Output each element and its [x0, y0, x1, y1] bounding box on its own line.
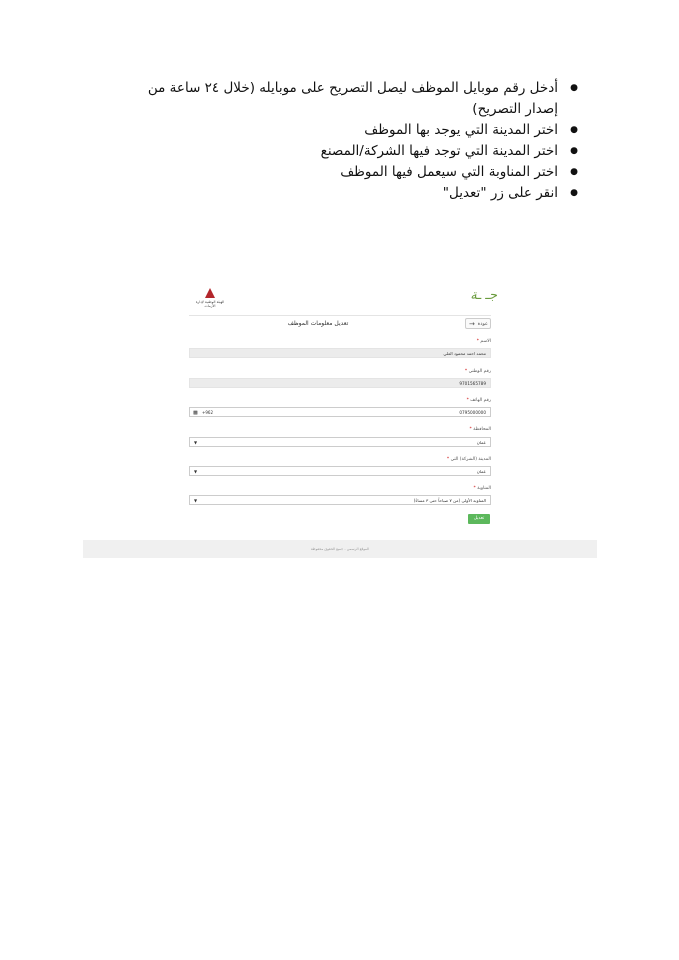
submit-edit-button[interactable]: تعديل	[468, 514, 490, 524]
phone-value: 0795000000	[459, 410, 486, 415]
phone-input[interactable]	[189, 407, 491, 417]
header-divider	[189, 315, 491, 316]
agency-logo	[193, 286, 227, 312]
arrow-right-icon: →	[469, 320, 475, 328]
chevron-down-icon: ▼	[194, 498, 198, 503]
instruction-item: ● أدخل رقم موبايل الموظف ليصل التصريح على موبايله (خلال ٢٤ ساعة من إصدار التصريح)	[128, 78, 580, 120]
shift-value: المناوبة الأولى (من ٧ صباحاً حتى ٣ مساءً)	[413, 498, 486, 503]
city-label: المحافظة *	[469, 427, 491, 432]
company-city-label: المدينة (الشركة) التي *	[446, 457, 491, 462]
logo-text: الهيئة الوطنية لإدارة الأزمات	[195, 300, 225, 308]
national-id-field: 9701565789	[189, 378, 491, 388]
shift-select[interactable]	[189, 495, 491, 505]
instruction-item: ● انقر على زر "تعديل"	[128, 183, 580, 204]
logo-mark-icon	[205, 288, 215, 298]
flag-icon: ▩	[193, 410, 198, 416]
company-city-value: عمان	[476, 469, 486, 474]
shift-label: المناوبة *	[473, 486, 491, 491]
phone-label: رقم الهاتف *	[466, 398, 491, 403]
back-button[interactable]	[465, 318, 491, 329]
city-value: عمان	[476, 440, 486, 445]
instruction-item: ● اختر المدينة التي توجد فيها الشركة/المصنع	[128, 141, 580, 162]
chevron-down-icon: ▼	[194, 469, 198, 474]
city-select[interactable]	[189, 437, 491, 447]
page-title: تعديل معلومات الموظف	[287, 320, 349, 327]
embedded-form-screenshot	[83, 278, 597, 558]
brand-logo: جـ ـة	[470, 288, 497, 303]
chevron-down-icon: ▼	[194, 440, 198, 445]
name-field: محمد احمد محمود العلي	[189, 348, 491, 358]
phone-country-code: 962+	[202, 410, 213, 415]
national-id-label: رقم الوطني *	[464, 369, 491, 374]
back-button-label: عودة	[477, 321, 488, 327]
page-footer: الموقع الرسمي - جميع الحقوق محفوظة	[83, 540, 597, 558]
instruction-item: ● اختر المناوبة التي سيعمل فيها الموظف	[128, 162, 580, 183]
company-city-select[interactable]	[189, 466, 491, 476]
instruction-list	[128, 78, 580, 204]
name-label: الاسم *	[476, 339, 491, 344]
instruction-item: ● اختر المدينة التي يوجد بها الموظف	[128, 120, 580, 141]
